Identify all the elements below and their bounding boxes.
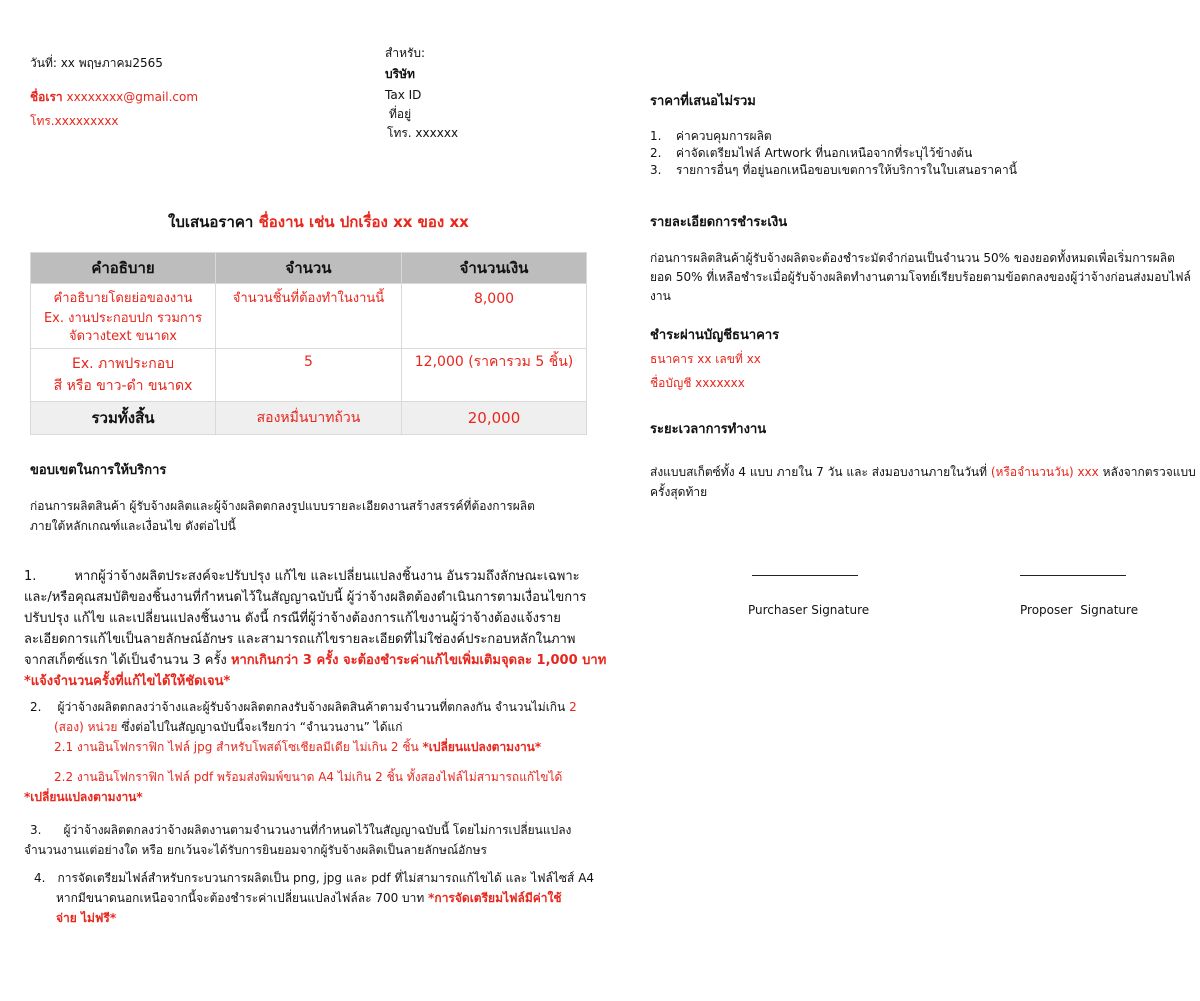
proposer-signature-label: Proposer Signature xyxy=(1020,603,1139,617)
row-amount: 8,000 xyxy=(402,284,587,349)
item2-red-unit: (สอง) หน่วย xyxy=(54,720,118,734)
item1-red-note: หากเกินกว่า 3 ครั้ง จะต้องชำระค่าแก้ไขเพิ่มเติมจุดละ 1,000 บาท xyxy=(230,653,607,668)
timeline-heading: ระยะเวลาการทำงาน xyxy=(650,422,767,437)
payment-details xyxy=(650,249,1191,306)
col-header-amount: จำนวนเงิน xyxy=(402,253,587,284)
address-label: ที่อยู่ xyxy=(389,107,412,121)
col-header-description: คำอธิบาย xyxy=(31,253,216,284)
purchaser-signature-label: Purchaser Signature xyxy=(748,603,870,617)
purchaser-signature-line xyxy=(752,575,858,576)
item2-num: 2. xyxy=(30,700,42,714)
excluded-num: 1. xyxy=(650,129,662,143)
item4-line2: หากมีขนาดนอกเหนือจากนี้จะต้องชำระค่าเปลี่ยนแปลงไฟล์ละ 700 บาท xyxy=(56,891,425,905)
excluded-text: ค่าควบคุมการผลิต xyxy=(676,129,772,143)
item1-red-note2: *แจ้งจำนวนครั้งที่แก้ไขได้ให้ชัดเจน* xyxy=(24,674,231,689)
item3-line2: จำนวนงานแต่อย่างใด หรือ ยกเว้นจะได้รับการยินยอมจากผู้รับจ้างผลิตเป็นลายลักษณ์อักษร xyxy=(24,843,487,857)
bank-account-name: ชื่อบัญชี xxxxxxx xyxy=(650,376,745,390)
total-words: สองหมื่นบาทถ้วน xyxy=(216,402,402,435)
scope-heading: ขอบเขตในการให้บริการ xyxy=(30,463,167,478)
excluded-text: รายการอื่นๆ ที่อยู่นอกเหนือขอบเขตการให้บริการในใบเสนอราคานี้ xyxy=(676,163,1017,177)
row-description xyxy=(31,284,216,349)
item2-red-qty: 2 xyxy=(569,700,577,714)
description-line2: Ex. งานประกอบปก รวมการจัดวางtext ขนาดx xyxy=(43,311,203,344)
quote-date: วันที่: xx พฤษภาคม2565 xyxy=(30,56,163,70)
row-quantity: 5 xyxy=(216,349,402,402)
total-row xyxy=(31,402,587,435)
scope-intro-line2: ภายใต้หลักเกณฑ์และเงื่อนไข ดังต่อไปนี้ xyxy=(30,519,236,533)
col-header-quantity: จำนวน xyxy=(216,253,402,284)
description-line1: Ex. ภาพประกอบ xyxy=(71,356,175,372)
excluded-heading: ราคาที่เสนอไม่รวม xyxy=(650,94,756,109)
quote-table xyxy=(30,252,587,435)
list-item xyxy=(650,145,1017,162)
item4-line1: การจัดเตรียมไฟล์สำหรับกระบวนการผลิตเป็น png, jpg และ pdf ที่ไม่สามารถแก้ไขได้ และ ไฟล์ไซส์ A4 xyxy=(57,871,595,885)
our-name-label: ชื่อเรา xyxy=(30,90,63,104)
excluded-list xyxy=(650,128,1017,179)
item2-line2: ซึ่งต่อไปในสัญญาฉบับนี้จะเรียกว่า “จำนวนงาน” ได้แก่ xyxy=(121,720,403,734)
item2-sub2: 2.2 งานอินโฟกราฟิก ไฟล์ pdf พร้อมส่งพิมพ์ขนาด A4 ไม่เกิน 2 ชิ้น ทั้งสองไฟล์ไม่สามารถแก้ไขได้ xyxy=(54,770,563,784)
item2-line1: ผู้ว่าจ้างผลิตตกลงว่าจ้างและผู้รับจ้างผลิตตกลงรับจ้างผลิตสินค้าตามจำนวนที่ตกลงกัน จำนวนไม่เกิน xyxy=(57,700,566,714)
item1-line4: ละเอียดการแก้ไขเป็นลายลักษณ์อักษร และสามารถแก้ไขรายละเอียดที่ไม่ใช่องค์ประกอบหลักในภาพ xyxy=(24,632,576,647)
timeline-part1: ส่งแบบสเก็ตซ์ทั้ง 4 แบบ ภายใน 7 วัน และ ส่งมอบงานภายในวันที่ xyxy=(650,465,988,479)
scope-item-2 xyxy=(24,697,577,807)
item4-red-note: *การจัดเตรียมไฟล์มีค่าใช้ xyxy=(428,891,562,905)
tax-id-label: Tax ID xyxy=(385,88,422,102)
scope-item-4 xyxy=(34,868,594,928)
scope-item-1 xyxy=(24,566,607,692)
item1-line2: และ/หรือคุณสมบัติของชิ้นงานที่กำหนดไว้ในสัญญาฉบับนี้ ผู้ว่าจ้างผลิตต้องดำเนินการตามเงื่อนไขการ xyxy=(24,590,587,605)
payment-heading: รายละเอียดการชำระเงิน xyxy=(650,215,788,230)
list-item xyxy=(650,162,1017,179)
payment-line1: ก่อนการผลิตสินค้าผู้รับจ้างผลิตจะต้องชำระมัดจำก่อนเป็นจำนวน 50% ของยอดทั้งหมดเพื่อเริ่มการผลิต xyxy=(650,251,1175,265)
item2-sub2-tag: *เปลี่ยนแปลงตามงาน* xyxy=(24,790,143,804)
list-item xyxy=(650,128,1017,145)
total-amount: 20,000 xyxy=(402,402,587,435)
bank-heading: ชำระผ่านบัญชีธนาคาร xyxy=(650,328,780,343)
timeline-details xyxy=(650,462,1196,502)
company-label: บริษัท xyxy=(385,67,415,81)
title-job-name: ชื่องาน เช่น ปกเรื่อง xx ของ xx xyxy=(258,213,469,231)
total-label: รวมทั้งสิ้น xyxy=(31,402,216,435)
item4-red-note2: จ่าย ไม่ฟรี* xyxy=(56,911,117,925)
scope-intro xyxy=(30,496,535,536)
item1-line1: หากผู้ว่าจ้างผลิตประสงค์จะปรับปรุง แก้ไข และเปลี่ยนแปลงชิ้นงาน อันรวมถึงลักษณะเฉพาะ xyxy=(74,569,580,584)
timeline-part2: หลังจากตรวจแบบ xyxy=(1102,465,1196,479)
row-amount: 12,000 (ราคารวม 5 ชิ้น) xyxy=(402,349,587,402)
excluded-text: ค่าจัดเตรียมไฟล์ Artwork ที่นอกเหนือจากที่ระบุไว้ข้างต้น xyxy=(676,146,973,160)
item3-line1: ผู้ว่าจ้างผลิตตกลงว่าจ้างผลิตงานตามจำนวนงานที่กำหนดไว้ในสัญญาฉบับนี้ โดยไม่การเปลี่ยนแปลง xyxy=(63,823,572,837)
excluded-num: 2. xyxy=(650,146,662,160)
payment-line3: งาน xyxy=(650,289,671,303)
our-email: xxxxxxxx@gmail.com xyxy=(66,90,199,104)
payment-line2: ยอด 50% ที่เหลือชำระเมื่อผู้รับจ้างผลิตทำงานตามโจทย์เรียบร้อยตามข้อตกลงของผู้ว่าจ้างก่อนส่งมอบไฟล์ xyxy=(650,270,1191,284)
scope-intro-line1: ก่อนการผลิตสินค้า ผู้รับจ้างผลิตและผู้จ้างผลิตตกลงรูปแบบรายละเอียดงานสร้างสรรค์ที่ต้องการผลิต xyxy=(30,499,535,513)
row-description xyxy=(31,349,216,402)
bank-line: ธนาคาร xx เลขที่ xx xyxy=(650,352,761,366)
timeline-red: (หรือจำนวนวัน) xxx xyxy=(990,465,1099,479)
item1-num: 1. xyxy=(24,569,37,584)
item3-num: 3. xyxy=(30,823,42,837)
item1-line5: จากสเก็ตซ์แรก ได้เป็นจำนวน 3 ครั้ง xyxy=(24,653,227,668)
row-quantity: จำนวนชิ้นที่ต้องทำในงานนี้ xyxy=(216,284,402,349)
item2-sub1-tag: *เปลี่ยนแปลงตามงาน* xyxy=(422,740,542,754)
our-phone: โทร.xxxxxxxxx xyxy=(30,114,119,128)
scope-item-3 xyxy=(24,820,572,860)
description-line2: สี หรือ ขาว-ดำ ขนาดx xyxy=(53,378,193,394)
company-phone: โทร. xxxxxx xyxy=(387,126,459,140)
for-label: สำหรับ: xyxy=(385,46,426,60)
item4-num: 4. xyxy=(34,871,46,885)
proposer-signature-line xyxy=(1020,575,1126,576)
item1-line3: ปรับปรุง แก้ไข และเปลี่ยนแปลงชิ้นงาน ดังนี้ กรณีที่ผู้ว่าจ้างต้องการแก้ไขงานผู้ว่าจ้างต้องแจ้งราย xyxy=(24,611,561,626)
table-row xyxy=(31,284,587,349)
table-row xyxy=(31,349,587,402)
title-prefix: ใบเสนอราคา xyxy=(168,213,254,231)
description-line1: คำอธิบายโดยย่อของงาน xyxy=(53,291,193,306)
excluded-num: 3. xyxy=(650,163,662,177)
our-contact xyxy=(30,88,198,106)
item2-sub1: 2.1 งานอินโฟกราฟิก ไฟล์ jpg สำหรับโพสต์โซเชียลมีเดีย ไม่เกิน 2 ชิ้น xyxy=(54,740,419,754)
timeline-line2: ครั้งสุดท้าย xyxy=(650,485,708,499)
page-title xyxy=(168,211,469,233)
table-header-row xyxy=(31,253,587,284)
